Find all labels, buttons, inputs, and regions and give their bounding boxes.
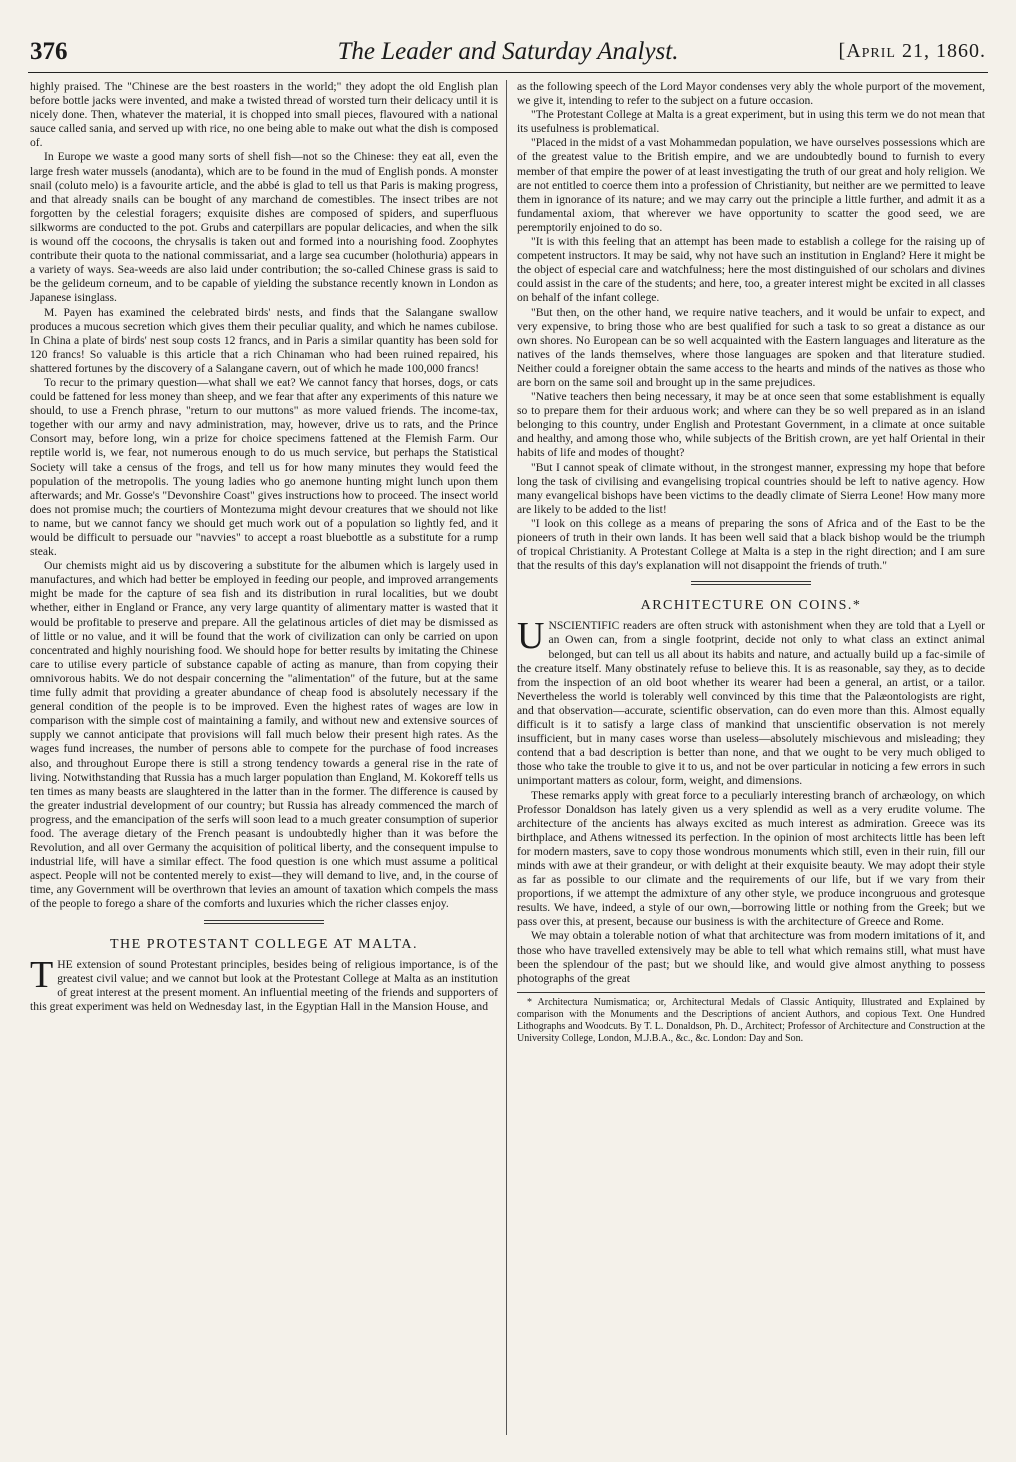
right-column (517, 80, 985, 1440)
article-paragraph: To recur to the primary question—what shall we eat? We cannot fancy that horses, dogs, or cats could be fattened for less money than sheep, and we fear that after any experiments of this nature we should, to use a French phrase, "return to our muttons" as more valued friends. The income-tax, together with our army and navy administration, may, however, drive us to rats, and the Prince Consort may, before long, win a prize for choice specimens fattened at the Flemish Farm. Our reptile world is, we fear, not numerous enough to do us much service, but perhaps the Statistical Society will take a census of the frogs, and tell us for how many minutes they would feed the population of the metropolis. The young ladies who go anemone hunting might lunch upon them afterwards; and Mr. Gosse's "Devonshire Coast" gives instructions how to proceed. The insect world does not promise much; the courtiers of Montezuma might devour creatures that we should not like to name, but we cannot fancy we should get much work out of a population so lightly fed, and it would be difficult to persuade our "navvies" to accept a roast bluebottle as a substitute for a rump steak. (30, 375, 498, 559)
page-header (28, 38, 988, 73)
publication-title: The Leader and Saturday Analyst. (337, 38, 679, 65)
article-paragraph: Our chemists might aid us by discovering a substitute for the albumen which is largely used in manufactures, and which had better be employed in feeding our people, and improved arrangements might be made for the capture of sea fish and its distribution in rural localities, but we doubt whether, either in England or France, any very large quantity of alimentary matter is wasted that it would be profitable to preserve and prepare. All the gelatinous articles of diet may be dismissed as of little or no value, and it will be found that the work of civilization can only be carried on upon concentrated and highly nourishing food. We should hope for better results by imitating the Chinese care to utilise every particle of substance capable of acting as manure, than from copying their omnivorous habits. We do not despair concerning the "alimentation" of the future, but at the same time fully admit that providing a greater abundance of cheap food is absolutely necessary if the general condition of the people is to be improved. Even the highest rates of wages are low in comparison with the simple cost of maintaining a family, and without new and extensive sources of supply we cannot anticipate that provisions will fall much below their present high rates. As the wages fund increases, the number of persons able to compete for the purchase of food increases also, and throughout Europe there is still a strong tendency towards a general rise in the rate of living. Notwithstanding that Russia has a much larger population than England, M. Kokoreff tells us ten times as many beasts are slaughtered in the latter than in the former. The difference is caused by the greater industrial development of our country; but Russia has already commenced the march of progress, and the emancipation of the serfs will soon lead to a much greater consumption of superior food. The average dietary of the French peasant is undoubtedly higher than it was before the Revolution, and all over Germany the acquisition of political liberty, and the consequent impulse to industrial life, will have a similar effect. The food question is one which must assume a political aspect. People will not be contented merely to exist—they will demand to live, and, in the course of time, any Government will be overthrown that levies an amount of taxation which compels the mass of the people to forego a share of the comforts and luxuries which the richer classes enjoy. (30, 559, 498, 911)
article-paragraph: highly praised. The "Chinese are the best roasters in the world;" they adopt the old English plan before bottle jacks were invented, and make a twisted thread of worsted turn their delicacy until it is nicely done. Then, whatever the material, it is chopped into small pieces, flavoured with a national sauce called sania, and served up with rice, no one being able to make out what the dish is composed of. (30, 80, 498, 150)
article-paragraph: These remarks apply with great force to a peculiarly interesting branch of archæology, on which Professor Donaldson has lately given us a very splendid as well as a very erudite volume. The architecture of the ancients has always excited as much interest as admiration. Greece was its birthplace, and Athens witnessed its perfection. In the opinion of most architects little has been left for modern masters, save to copy those wondrous monuments which still, even in their ruin, fill our minds with awe at their grandeur, or with delight at their exquisite beauty. We may adopt their style as far as possible to our climate and the requirements of our life, but if we vary from their proportions, if we attempt the admixture of any other style, we produce incongruous and grotesque results. We have, indeed, a style of our own,—borrowing little or nothing from the Greek; but we pass over this, at present, because our business is with the architecture of Greece and Rome. (517, 788, 985, 929)
drop-cap: U (517, 615, 545, 658)
column-divider (506, 80, 507, 1435)
section-heading-malta: THE PROTESTANT COLLEGE AT MALTA. (109, 936, 418, 952)
article-paragraph: "It is with this feeling that an attempt has been made to establish a college for the raising up of competent instructors. It may be said, why not have such an institution in England? Here it might be the object of especial care and watchfulness; here the most distinguished of our scholars and divines could assist in the care of the students; and here, too, a greater interest might be excited in all classes on behalf of the infant college. (517, 235, 985, 305)
article-paragraph: M. Payen has examined the celebrated birds' nests, and finds that the Salangane swallow produces a mucous secretion which gives them their peculiar quality, and which he names cubilose. In China a plate of birds' nest soup costs 12 francs, and in Paris a similar quantity has been sold for 120 francs! So valuable is this article that a rich Chinaman who had been ruined repaired, his shattered fortunes by the discovery of a Salangane cavern, out of which he made 100,000 francs! (30, 305, 498, 375)
article-paragraph: "But then, on the other hand, we require native teachers, and it would be unfair to expect, and very expensive, to bring those who are best qualified for such a task to so great a distance as our own shores. No European can be so well acquainted with the Eastern languages and literature as the natives of the lands themselves, where those languages are spoken and that literature studied. Neither could a foreigner obtain the same access to the hearts and minds of the natives as those who are born on the same soil and brought up in the same prejudices. (517, 305, 985, 389)
article-paragraph (517, 615, 985, 788)
issue-date: [April 21, 1860. (838, 40, 986, 62)
paragraph-text: HE extension of sound Protestant principles, besides being of religious importance, is of the greatest civil value; and we cannot but look at the Protestant College at Malta as an institution of great interest at the present moment. An influential meeting of the friends and supporters of this great experiment was held on Wednesday last, in the Egyptian Hall in the Mansion House, and (30, 957, 498, 1013)
article-paragraph: "I look on this college as a means of preparing the sons of Africa and of the East to be the pioneers of truth in their own lands. It has been well said that a black bishop would be the triumph of tropical Christianity. A Protestant College at Malta is a step in the right direction; and I am sure that the results of this day's explanation will not disappoint the friends of truth." (517, 516, 985, 573)
article-paragraph: In Europe we waste a good many sorts of shell fish—not so the Chinese: they eat all, even the large fresh water mussels (anodanta), which are to be found in the mud of English ponds. A monster snail (coluto melo) is a favourite article, and the abbé is glad to tell us that Paris is making progress, and that already snails can be bought of any marchand de comestibles. The insect tribes are not forgotten by the celestial foragers; exquisite dishes are composed of spiders, and superfluous silkworms are conducted to the pot. Grubs and caterpillars are popular delicacies, and when the silk is wound off the cocoons, the chrysalis is taken out and formed into a nourishing food. Zoophytes contribute their quota to the national commissariat, and a large sea cucumber (holothuria) appears in a variety of ways. Sea-weeds are also laid under contribution; the so-called Chinese grass is said to be the gelideum corneum, and to be capable of yielding the substance recently known in London as Japanese isinglass. (30, 150, 498, 305)
section-divider (204, 920, 324, 924)
article-paragraph (30, 953, 498, 1014)
footnote (517, 992, 985, 1046)
article-paragraph: "But I cannot speak of climate without, in the strongest manner, expressing my hope that before long the task of civilising and evangelising tropical countries should be left to native agency. How many evangelical bishops have been victims to the deadly climate of Sierra Leone! How many more are likely to be added to the list! (517, 460, 985, 516)
article-paragraph: "Placed in the midst of a vast Mohammedan population, we have ourselves possessions which are of the greatest value to the British empire, and we are undoubtedly bound to furnish to every member of that empire the power of at least investigating the truth of our great and holy religion. We are not entitled to coerce them into a profession of Christianity, but neither are we permitted to leave them in ignorance of its nature; and we may carry out the principle a little further, and admit it as a fundamental axiom, that wherever we have opportunity to scatter the good seed, we are peremptorily enjoined to do so. (517, 136, 985, 234)
page-number: 376 (30, 38, 68, 65)
article-paragraph: as the following speech of the Lord Mayor condenses very ably the whole purport of the movement, we give it, intending to refer to the subject on a future occasion. (517, 80, 985, 108)
article-paragraph: We may obtain a tolerable notion of what that architecture was from modern imitations of it, and those who have travelled extensively may be able to tell what which remains still, what must have been the splendour of the past; but we should like, and would give almost anything to possess photographs of the great (517, 929, 985, 985)
section-divider (691, 581, 811, 585)
article-paragraph: "Native teachers then being necessary, it may be at once seen that some establishment is equally so to prepare them for their arduous work; and where can they be so well prepared as in an island belonging to this country, under English and Protestant Government, in a climate at once suitable and healthy, and among those who, while subjects of the British crown, are yet half Oriental in their habits of life and modes of thought? (517, 390, 985, 460)
footnote-text: * Architectura Numismatica; or, Architectural Medals of Classic Antiquity, Illustrated and Explained by comparison with the Monuments and the Descriptions of ancient Authors, and copious Text. One Hundred Lithographs and Woodcuts. By T. L. Donaldson, Ph. D., Architect; Professor of Architecture and Construction at the University College, London, M.J.B.A., &c., &c. London: Day and Son. (517, 996, 985, 1045)
section-heading-coins: ARCHITECTURE ON COINS.* (640, 598, 862, 614)
article-paragraph: "The Protestant College at Malta is a great experiment, but in using this term we do not mean that its usefulness is problematical. (517, 108, 985, 136)
left-column (30, 80, 498, 1440)
drop-cap: T (30, 953, 54, 996)
paragraph-text: NSCIENTIFIC readers are often struck with astonishment when they are told that a Lyell or an Owen can, from a single footprint, decide not only to what class an extinct animal belonged, but can tell us all about its habits and nature, and actually build up a fac-simile of the creature itself. Many obstinately refuse to believe this. It is as reasonable, say they, as to decide from the inspection of an old boot whether its wearer had been a general, an artist, or a tailor. Nevertheless the world is tolerably well convinced by this time that the Palæontologists are right, and that observation—accurate, scientific observation, can do even more than this. Almost equally difficult is it to satisfy a large class of mankind that unscientific observation is not merely insufficient, but in many cases worse than useless—absolutely mischievous and misleading; they contend that a bad description is better than none, and that we ought to be very much obliged to those who take the trouble to give it to us, and not be over particular in noticing a few errors in such unimportant matters as colour, form, weight, and dimensions. (517, 619, 985, 788)
